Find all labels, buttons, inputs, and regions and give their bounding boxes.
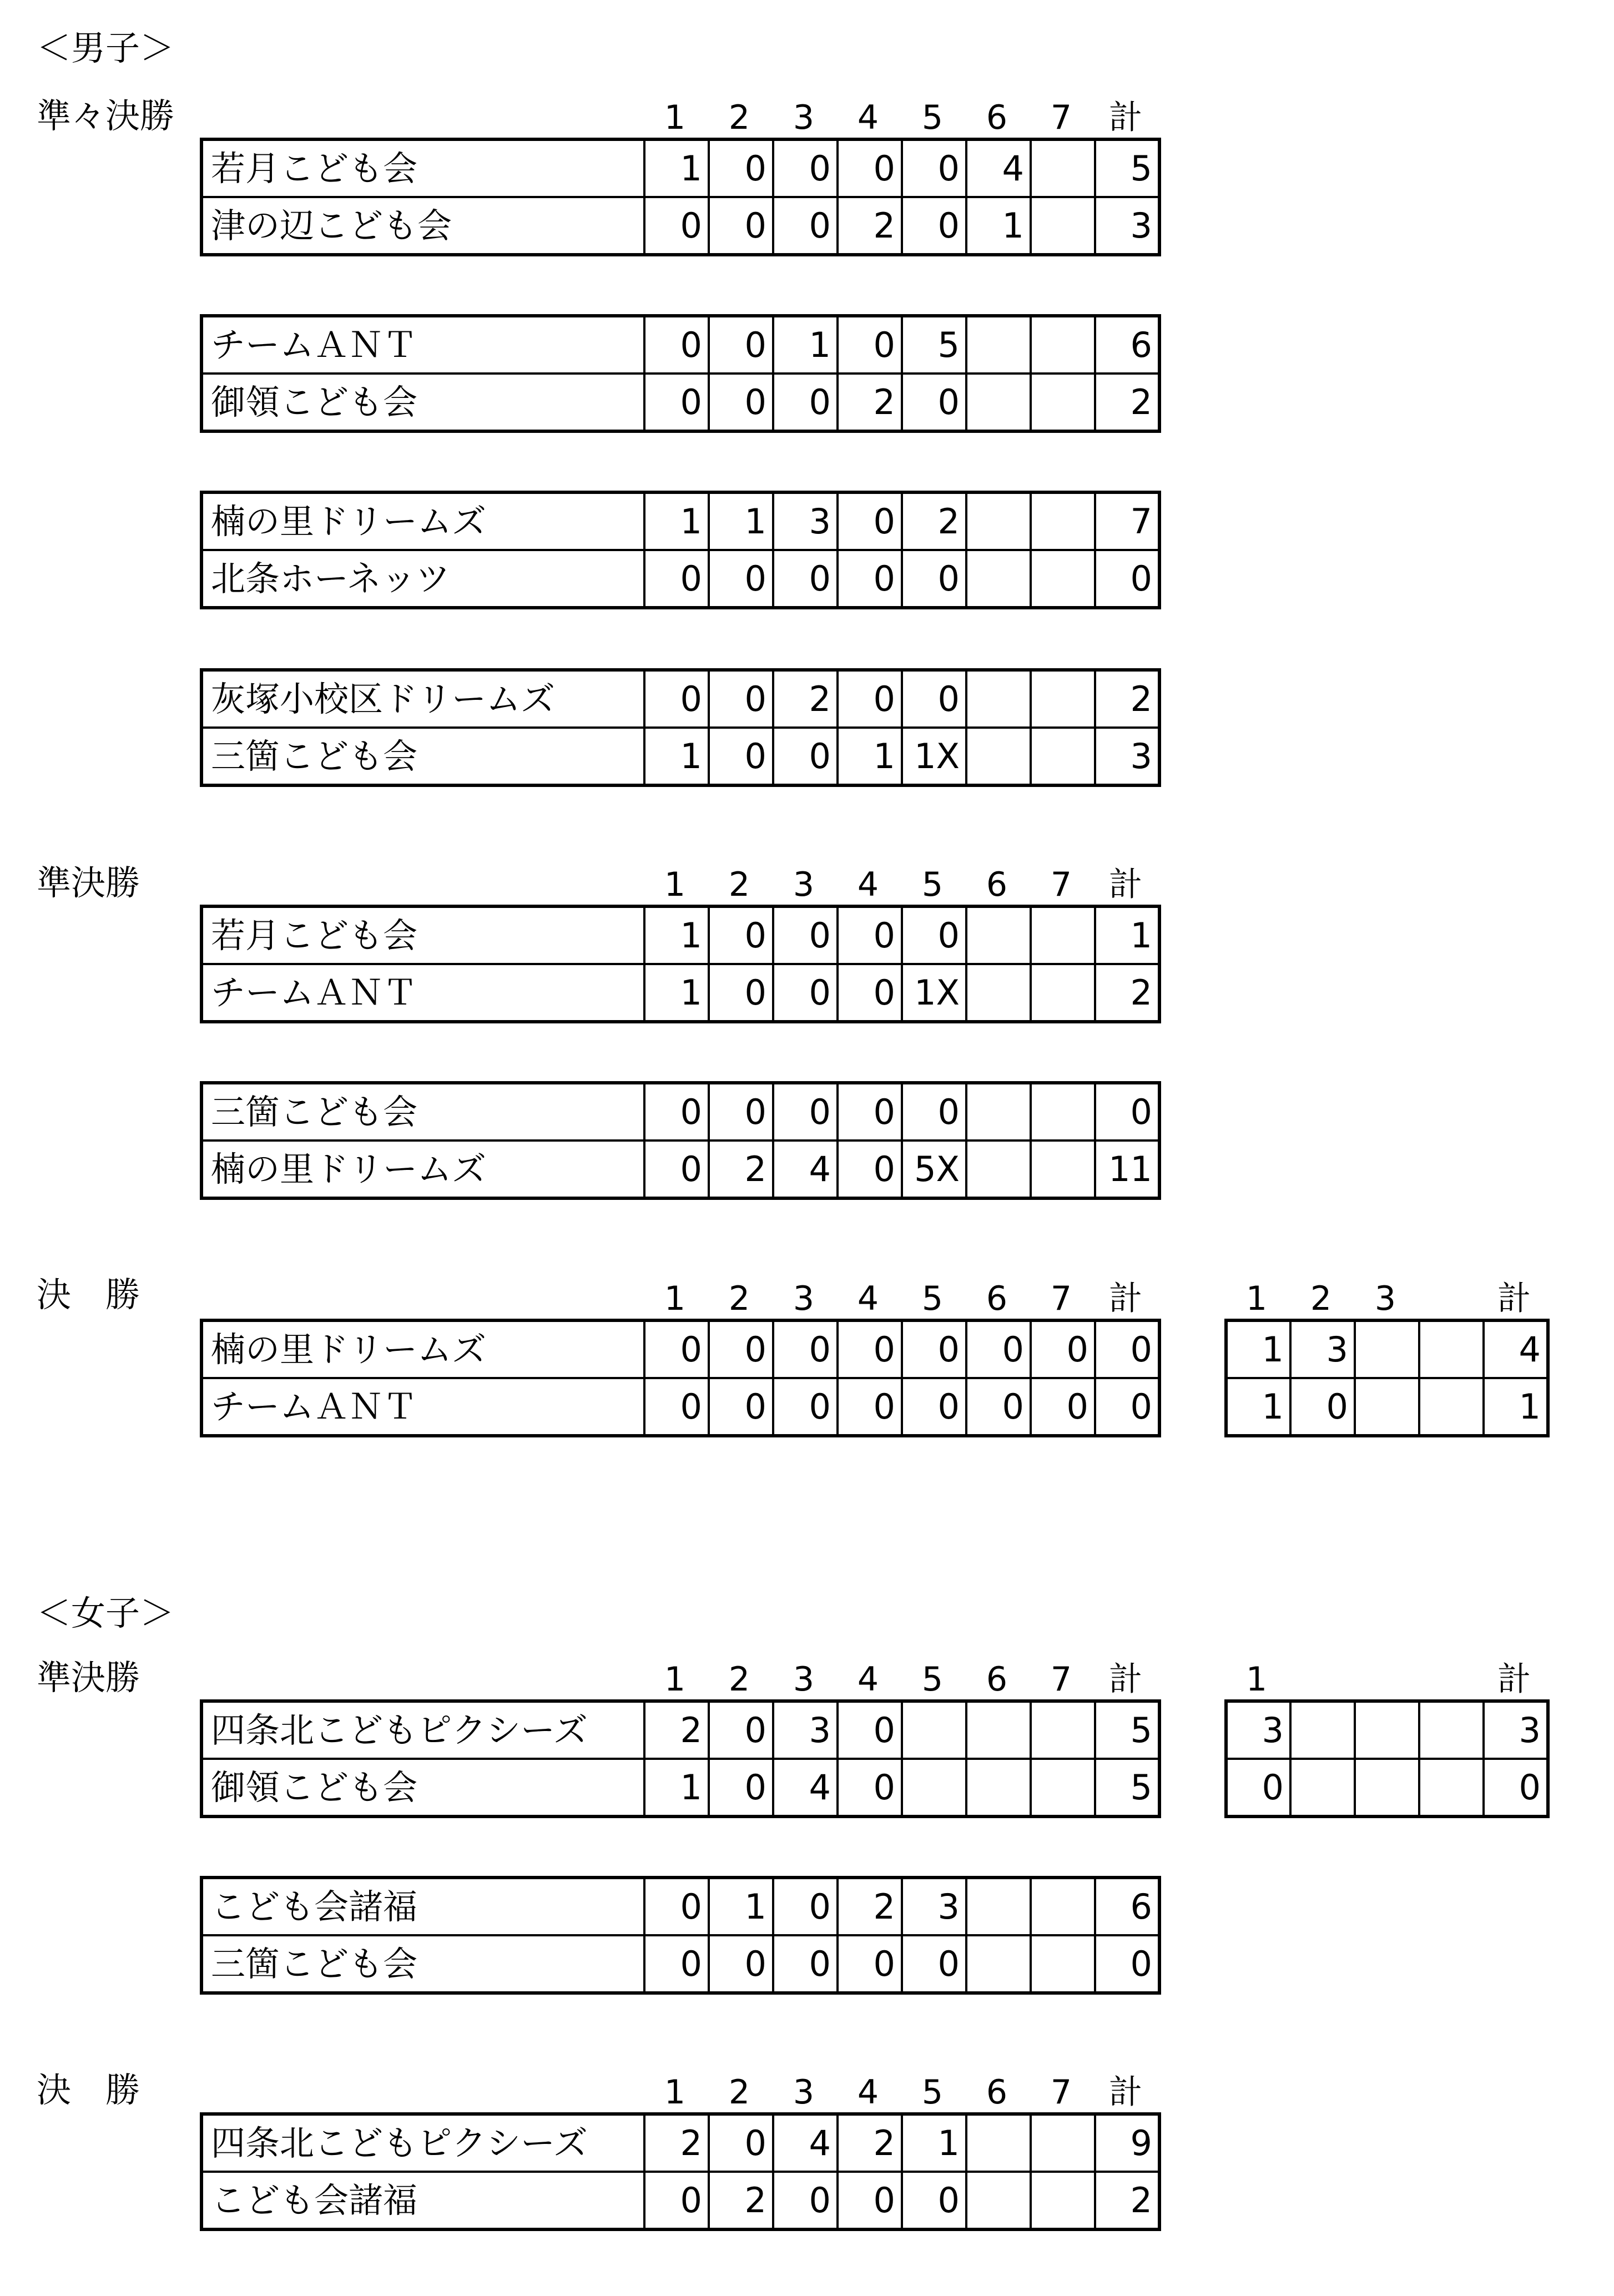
total-score: 2 <box>1095 670 1159 728</box>
table-row <box>201 1701 1159 1759</box>
inning-score: 0 <box>644 1935 709 1993</box>
boys-final-header-label: 3 <box>793 1279 815 1318</box>
inning-score: 0 <box>773 964 838 1022</box>
table-row <box>1226 1378 1548 1436</box>
team-name: こども会諸福 <box>201 2172 644 2229</box>
inning-score: 1 <box>773 316 838 374</box>
boys-semifinal-header-label: 4 <box>857 865 879 904</box>
team-name: 四条北こどもピクシーズ <box>201 1701 644 1759</box>
girls-semifinal-header-label: 計 <box>1109 1660 1142 1699</box>
inning-score: 1 <box>902 2114 966 2172</box>
inning-score <box>966 728 1031 785</box>
total-score: 5 <box>1095 1701 1159 1759</box>
tiebreak-score <box>1290 1701 1355 1759</box>
inning-score: 0 <box>838 1378 902 1436</box>
inning-score: 0 <box>644 2172 709 2229</box>
girls-semifinal-header-label: 7 <box>1050 1660 1072 1699</box>
table-row <box>201 374 1159 431</box>
inning-score: 0 <box>902 139 966 197</box>
girls-semifinal-extra-header-label: 計 <box>1497 1660 1531 1699</box>
total-score: 5 <box>1095 1759 1159 1816</box>
total-score: 2 <box>1095 964 1159 1022</box>
girls-semifinal-header-label: 3 <box>793 1660 815 1699</box>
table-row <box>201 1320 1159 1378</box>
inning-score: 0 <box>709 728 773 785</box>
inning-score: 0 <box>902 2172 966 2229</box>
table-row <box>201 2114 1159 2172</box>
inning-score <box>966 1083 1031 1141</box>
inning-score: 2 <box>838 1878 902 1935</box>
table-row <box>201 1083 1159 1141</box>
inning-score <box>966 1759 1031 1816</box>
team-name: こども会諸福 <box>201 1878 644 1935</box>
team-name: 灰塚小校区ドリームズ <box>201 670 644 728</box>
inning-score <box>1031 728 1095 785</box>
inning-score: 0 <box>709 1378 773 1436</box>
girls-semifinal-header-label: 1 <box>664 1660 686 1699</box>
inning-score: 2 <box>773 670 838 728</box>
inning-score <box>1031 2172 1095 2229</box>
inning-score <box>966 1878 1031 1935</box>
inning-score: 0 <box>902 197 966 255</box>
boys-final-game-table <box>200 1319 1161 1437</box>
inning-score: 0 <box>838 670 902 728</box>
inning-score: 2 <box>644 1701 709 1759</box>
inning-score: 1 <box>644 964 709 1022</box>
inning-score: 4 <box>966 139 1031 197</box>
inning-score: 0 <box>644 670 709 728</box>
inning-score: 0 <box>838 1935 902 1993</box>
girls-semifinal-tiebreak-table <box>1224 1699 1550 1818</box>
team-name: チームＡＮＴ <box>201 964 644 1022</box>
inning-score: 0 <box>773 197 838 255</box>
inning-score: 0 <box>709 670 773 728</box>
total-score: 11 <box>1095 1141 1159 1198</box>
inning-score: 0 <box>1031 1320 1095 1378</box>
inning-score <box>966 964 1031 1022</box>
inning-score: 0 <box>709 1701 773 1759</box>
tiebreak-score <box>1355 1320 1419 1378</box>
girls-semifinal-game-table <box>200 1699 1161 1818</box>
inning-score: 2 <box>838 197 902 255</box>
inning-score: 0 <box>644 316 709 374</box>
inning-score: 0 <box>709 1935 773 1993</box>
total-score: 6 <box>1095 1878 1159 1935</box>
inning-score: 0 <box>838 1701 902 1759</box>
inning-score: 0 <box>709 1759 773 1816</box>
girls-semifinal-game-table <box>200 1876 1161 1995</box>
inning-score: 0 <box>773 906 838 964</box>
table-row <box>1226 1759 1548 1816</box>
team-name: 三箇こども会 <box>201 1083 644 1141</box>
boys-final-header-label: 計 <box>1109 1279 1142 1318</box>
tiebreak-score <box>1355 1759 1419 1816</box>
girls-final-header-label: 計 <box>1109 2073 1142 2112</box>
tiebreak-score <box>1290 1759 1355 1816</box>
inning-score: 1 <box>838 728 902 785</box>
boys-semifinal-header-label: 6 <box>986 865 1008 904</box>
table-row <box>201 1759 1159 1816</box>
boys-semifinal-header-label: 2 <box>728 865 750 904</box>
inning-score: 1 <box>644 139 709 197</box>
inning-score: 3 <box>773 1701 838 1759</box>
boys-final-header-label: 7 <box>1050 1279 1072 1318</box>
team-name: 津の辺こども会 <box>201 197 644 255</box>
inning-score: 0 <box>773 728 838 785</box>
boys-quarterfinal-game-table <box>200 138 1161 256</box>
inning-score <box>1031 1083 1095 1141</box>
inning-score: 1X <box>902 728 966 785</box>
inning-score: 2 <box>709 2172 773 2229</box>
inning-score <box>1031 964 1095 1022</box>
inning-score <box>1031 1759 1095 1816</box>
girls-semifinal-header-label: 5 <box>921 1660 944 1699</box>
inning-score: 0 <box>709 197 773 255</box>
inning-score: 1 <box>709 1878 773 1935</box>
tiebreak-score <box>1419 1320 1484 1378</box>
inning-score: 0 <box>838 316 902 374</box>
inning-score: 0 <box>773 374 838 431</box>
girls-final-header-label: 3 <box>793 2073 815 2112</box>
inning-score: 1 <box>644 728 709 785</box>
tiebreak-score <box>1355 1701 1419 1759</box>
inning-score: 0 <box>838 964 902 1022</box>
team-name: 四条北こどもピクシーズ <box>201 2114 644 2172</box>
boys-quarterfinal-header-label: 6 <box>986 98 1008 137</box>
total-score: 2 <box>1095 2172 1159 2229</box>
inning-score: 0 <box>644 374 709 431</box>
tiebreak-total: 3 <box>1484 1701 1548 1759</box>
inning-score: 0 <box>902 1935 966 1993</box>
inning-score: 0 <box>644 1320 709 1378</box>
tiebreak-score <box>1419 1759 1484 1816</box>
inning-score: 0 <box>773 2172 838 2229</box>
inning-score <box>966 550 1031 608</box>
inning-score <box>966 906 1031 964</box>
girls-semifinal-header-label: 6 <box>986 1660 1008 1699</box>
inning-score: 0 <box>709 316 773 374</box>
inning-score: 0 <box>773 1878 838 1935</box>
inning-score <box>1031 374 1095 431</box>
table-row <box>201 316 1159 374</box>
total-score: 0 <box>1095 1320 1159 1378</box>
table-row <box>201 1878 1159 1935</box>
team-name: 若月こども会 <box>201 139 644 197</box>
team-name: 楠の里ドリームズ <box>201 492 644 550</box>
inning-score: 0 <box>773 1083 838 1141</box>
girls-final-header-label: 2 <box>728 2073 750 2112</box>
boys-semifinal-header-label: 7 <box>1050 865 1072 904</box>
inning-score <box>1031 1935 1095 1993</box>
inning-score: 0 <box>838 906 902 964</box>
inning-score: 0 <box>902 906 966 964</box>
boys-final-header-label: 1 <box>664 1279 686 1318</box>
tiebreak-score <box>1355 1378 1419 1436</box>
inning-score: 1 <box>644 492 709 550</box>
inning-score: 4 <box>773 1141 838 1198</box>
total-score: 3 <box>1095 728 1159 785</box>
boys-final-extra-header-label: 計 <box>1497 1279 1531 1318</box>
inning-score: 0 <box>773 1378 838 1436</box>
inning-score: 3 <box>773 492 838 550</box>
inning-score <box>1031 1141 1095 1198</box>
inning-score: 0 <box>966 1378 1031 1436</box>
inning-score: 5 <box>902 316 966 374</box>
girls-semifinal-header-label: 4 <box>857 1660 879 1699</box>
inning-score: 1X <box>902 964 966 1022</box>
boys-quarterfinal-title: 準々決勝 <box>37 95 175 136</box>
inning-score: 0 <box>838 1083 902 1141</box>
inning-score <box>1031 670 1095 728</box>
inning-score: 2 <box>709 1141 773 1198</box>
girls-final-header-label: 4 <box>857 2073 879 2112</box>
total-score: 3 <box>1095 197 1159 255</box>
boys-quarterfinal-game-table <box>200 491 1161 609</box>
inning-score <box>1031 197 1095 255</box>
inning-score: 2 <box>644 2114 709 2172</box>
inning-score: 0 <box>902 1320 966 1378</box>
total-score: 0 <box>1095 1935 1159 1993</box>
inning-score: 0 <box>838 2172 902 2229</box>
boys-quarterfinal-header-label: 2 <box>728 98 750 137</box>
inning-score: 0 <box>709 374 773 431</box>
inning-score: 4 <box>773 2114 838 2172</box>
boys-quarterfinal-header-label: 1 <box>664 98 686 137</box>
boys-section-title: ＜男子＞ <box>37 28 175 68</box>
inning-score: 0 <box>644 550 709 608</box>
boys-final-tiebreak-table <box>1224 1319 1550 1437</box>
table-row <box>201 1935 1159 1993</box>
inning-score: 0 <box>644 197 709 255</box>
girls-semifinal-extra-header-label: 1 <box>1245 1660 1268 1699</box>
inning-score: 0 <box>966 1320 1031 1378</box>
inning-score <box>1031 1878 1095 1935</box>
table-row <box>201 1141 1159 1198</box>
inning-score: 2 <box>902 492 966 550</box>
inning-score <box>966 1701 1031 1759</box>
tiebreak-score <box>1419 1701 1484 1759</box>
total-score: 0 <box>1095 1378 1159 1436</box>
inning-score <box>1031 1701 1095 1759</box>
inning-score <box>1031 139 1095 197</box>
inning-score: 0 <box>644 1083 709 1141</box>
boys-quarterfinal-header-label: 3 <box>793 98 815 137</box>
boys-semifinal-header-label: 1 <box>664 865 686 904</box>
total-score: 0 <box>1095 1083 1159 1141</box>
table-row <box>201 197 1159 255</box>
inning-score: 0 <box>838 1141 902 1198</box>
inning-score: 0 <box>773 550 838 608</box>
boys-final-header-label: 4 <box>857 1279 879 1318</box>
inning-score: 0 <box>902 550 966 608</box>
inning-score <box>966 316 1031 374</box>
inning-score: 0 <box>644 1378 709 1436</box>
inning-score: 0 <box>773 1935 838 1993</box>
inning-score: 5X <box>902 1141 966 1198</box>
inning-score: 1 <box>644 906 709 964</box>
table-row <box>201 139 1159 197</box>
inning-score <box>1031 316 1095 374</box>
inning-score: 2 <box>838 2114 902 2172</box>
total-score: 5 <box>1095 139 1159 197</box>
table-row <box>201 1378 1159 1436</box>
table-row <box>201 550 1159 608</box>
boys-semifinal-title: 準決勝 <box>37 862 140 903</box>
inning-score <box>966 1935 1031 1993</box>
tiebreak-score: 1 <box>1226 1320 1290 1378</box>
girls-final-game-table <box>200 2112 1161 2231</box>
inning-score: 0 <box>773 139 838 197</box>
tiebreak-score: 0 <box>1226 1759 1290 1816</box>
tiebreak-total: 4 <box>1484 1320 1548 1378</box>
inning-score <box>966 2172 1031 2229</box>
boys-final-extra-header-label: 3 <box>1374 1279 1396 1318</box>
boys-semifinal-header-label: 3 <box>793 865 815 904</box>
boys-quarterfinal-game-table <box>200 668 1161 787</box>
table-row <box>1226 1320 1548 1378</box>
table-row <box>201 492 1159 550</box>
boys-final-extra-header-label: 1 <box>1245 1279 1268 1318</box>
inning-score: 1 <box>709 492 773 550</box>
total-score: 6 <box>1095 316 1159 374</box>
inning-score: 0 <box>709 139 773 197</box>
inning-score: 0 <box>902 670 966 728</box>
table-row <box>201 906 1159 964</box>
boys-final-title: 決 勝 <box>37 1274 140 1315</box>
inning-score: 2 <box>838 374 902 431</box>
inning-score: 0 <box>838 550 902 608</box>
girls-semifinal-title: 準決勝 <box>37 1657 140 1698</box>
tiebreak-total: 0 <box>1484 1759 1548 1816</box>
inning-score: 1 <box>966 197 1031 255</box>
boys-final-extra-header-label <box>1418 1281 1482 1316</box>
girls-final-header-label: 6 <box>986 2073 1008 2112</box>
total-score: 2 <box>1095 374 1159 431</box>
inning-score: 0 <box>644 1878 709 1935</box>
total-score: 7 <box>1095 492 1159 550</box>
inning-score <box>902 1759 966 1816</box>
girls-final-header-label: 7 <box>1050 2073 1072 2112</box>
inning-score: 0 <box>902 1083 966 1141</box>
team-name: チームＡＮＴ <box>201 1378 644 1436</box>
inning-score <box>1031 492 1095 550</box>
girls-semifinal-header-label: 2 <box>728 1660 750 1699</box>
boys-semifinal-game-table <box>200 1081 1161 1200</box>
team-name: 御領こども会 <box>201 374 644 431</box>
inning-score <box>966 1141 1031 1198</box>
team-name: 楠の里ドリームズ <box>201 1141 644 1198</box>
girls-semifinal-extra-header-label <box>1353 1662 1418 1697</box>
girls-final-title: 決 勝 <box>37 2070 140 2110</box>
team-name: 三箇こども会 <box>201 728 644 785</box>
inning-score <box>902 1701 966 1759</box>
inning-score: 0 <box>838 1320 902 1378</box>
team-name: 楠の里ドリームズ <box>201 1320 644 1378</box>
boys-quarterfinal-header-label: 7 <box>1050 98 1072 137</box>
girls-final-header-label: 5 <box>921 2073 944 2112</box>
girls-semifinal-extra-header-label <box>1418 1662 1482 1697</box>
inning-score: 0 <box>644 1141 709 1198</box>
inning-score: 0 <box>773 1320 838 1378</box>
total-score: 1 <box>1095 906 1159 964</box>
boys-final-header-label: 6 <box>986 1279 1008 1318</box>
inning-score <box>966 492 1031 550</box>
inning-score <box>966 670 1031 728</box>
total-score: 9 <box>1095 2114 1159 2172</box>
inning-score: 1 <box>644 1759 709 1816</box>
boys-final-header-label: 2 <box>728 1279 750 1318</box>
inning-score <box>1031 2114 1095 2172</box>
team-name: 御領こども会 <box>201 1759 644 1816</box>
inning-score: 0 <box>709 906 773 964</box>
total-score: 0 <box>1095 550 1159 608</box>
girls-semifinal-extra-header-label <box>1289 1662 1353 1697</box>
boys-semifinal-header-label: 5 <box>921 865 944 904</box>
table-row <box>201 670 1159 728</box>
boys-final-extra-header-label: 2 <box>1310 1279 1332 1318</box>
team-name: 三箇こども会 <box>201 1935 644 1993</box>
tiebreak-total: 1 <box>1484 1378 1548 1436</box>
girls-final-header-label: 1 <box>664 2073 686 2112</box>
boys-quarterfinal-header-label: 4 <box>857 98 879 137</box>
boys-semifinal-header-label: 計 <box>1109 865 1142 904</box>
inning-score <box>1031 550 1095 608</box>
inning-score: 0 <box>838 139 902 197</box>
tiebreak-score: 1 <box>1226 1378 1290 1436</box>
inning-score: 4 <box>773 1759 838 1816</box>
boys-quarterfinal-header-label: 5 <box>921 98 944 137</box>
tiebreak-score: 3 <box>1290 1320 1355 1378</box>
team-name: チームＡＮＴ <box>201 316 644 374</box>
inning-score: 0 <box>838 492 902 550</box>
inning-score <box>1031 906 1095 964</box>
inning-score: 0 <box>709 2114 773 2172</box>
inning-score: 0 <box>709 550 773 608</box>
boys-final-header-label: 5 <box>921 1279 944 1318</box>
inning-score: 0 <box>1031 1378 1095 1436</box>
tiebreak-score <box>1419 1378 1484 1436</box>
inning-score: 0 <box>838 1759 902 1816</box>
girls-section-title: ＜女子＞ <box>37 1593 175 1633</box>
team-name: 若月こども会 <box>201 906 644 964</box>
team-name: 北条ホーネッツ <box>201 550 644 608</box>
table-row <box>1226 1701 1548 1759</box>
inning-score: 0 <box>902 1378 966 1436</box>
table-row <box>201 964 1159 1022</box>
inning-score: 0 <box>902 374 966 431</box>
table-row <box>201 2172 1159 2229</box>
tiebreak-score: 0 <box>1290 1378 1355 1436</box>
inning-score: 0 <box>709 1320 773 1378</box>
inning-score <box>966 2114 1031 2172</box>
boys-semifinal-game-table <box>200 905 1161 1023</box>
inning-score: 0 <box>709 964 773 1022</box>
inning-score <box>966 374 1031 431</box>
tiebreak-score: 3 <box>1226 1701 1290 1759</box>
table-row <box>201 728 1159 785</box>
boys-quarterfinal-header-label: 計 <box>1109 98 1142 137</box>
inning-score: 0 <box>709 1083 773 1141</box>
boys-quarterfinal-game-table <box>200 314 1161 433</box>
inning-score: 3 <box>902 1878 966 1935</box>
